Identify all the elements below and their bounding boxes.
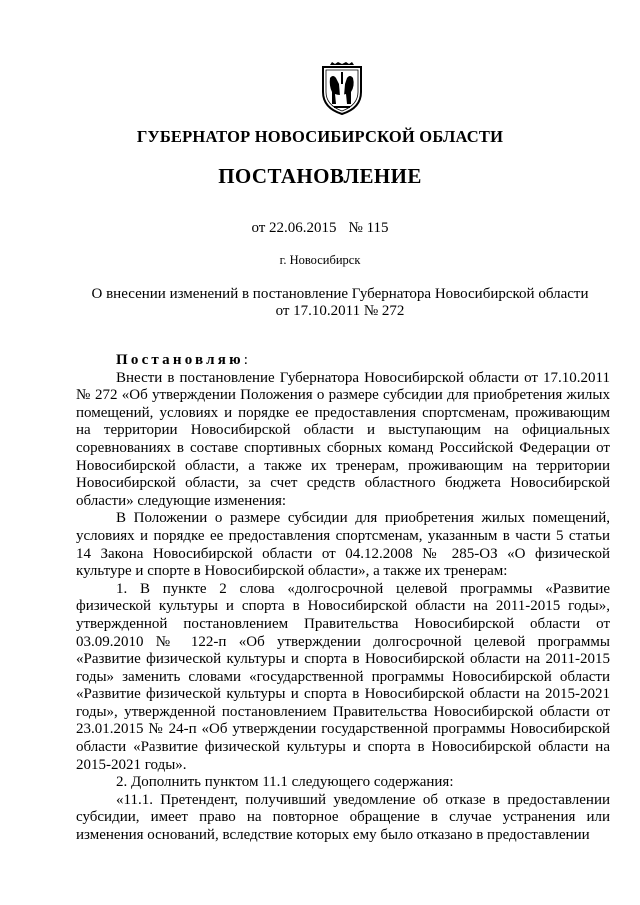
body-paragraph: «11.1. Претендент, получивший уведомление об отказе в предоставлении субсидии, имеет право на повторное обращение в случае устранения или изменения оснований, вследствие которых ему было отказано в предоставлении	[76, 791, 610, 844]
date-number-line	[0, 220, 640, 237]
coat-of-arms-icon	[320, 62, 364, 116]
city-name: г. Новосибирск	[279, 253, 361, 267]
body-paragraph: 2. Дополнить пунктом 11.1 следующего содержания:	[116, 774, 454, 791]
document-subject	[70, 286, 610, 320]
resolve-heading	[76, 352, 610, 370]
subject-line-1: О внесении изменений в постановление Губернатора Новосибирской области	[91, 286, 589, 302]
document-type-title: ПОСТАНОВЛЕНИЕ	[218, 164, 422, 188]
body-paragraph: В Положении о размере субсидии для приобретения жилых помещений, условиях и порядке ее предоставления спортсменам, указанным в части 5 статьи 14 Закона Новосибирской области от 04.12.2008 № 285-ОЗ «О физической культуре и спорте в Новосибирской области», а также их тренерам:	[76, 510, 610, 580]
document-body	[76, 352, 610, 845]
body-paragraph: Внести в постановление Губернатора Новосибирской области от 17.10.2011 № 272 «Об утверждении Положения о размере субсидии для приобретения жилых помещений, условиях и порядке ее предоставления спортсменам, проживающим на территории Новосибирской области и выступающим на официальных соревнованиях в составе спортивных сборных команд Российской Федерации от Новосибирской области, а также их тренерам, проживающим на территории Новосибирской области, за счет средств областного бюджета Новосибирской области» следующие изменения:	[76, 369, 610, 509]
document-date: от 22.06.2015	[251, 220, 337, 236]
document-number: № 115	[348, 220, 389, 236]
issuer-title: ГУБЕРНАТОР НОВОСИБИРСКОЙ ОБЛАСТИ	[136, 127, 504, 146]
body-paragraph: 1. В пункте 2 слова «долгосрочной целевой программы «Развитие физической культуры и спорта в Новосибирской области на 2011-2015 годы», утвержденной постановлением Правительства Новосибирской области от 03.09.2010 № 122-п «Об утверждении долгосрочной целевой программы «Развитие физической культуры и спорта в Новосибирской области на 2011-2015 годы» заменить словами «государственной программы Новосибирской области «Развитие физической культуры и спорта в Новосибирской области на 2015-2021 годы», утвержденной постановлением Правительства Новосибирской области от 23.01.2015 № 24-п «Об утверждении государственной программы Новосибирской области «Развитие физической культуры и спорта в Новосибирской области на 2015-2021 годы».	[76, 580, 610, 773]
resolve-word: Постановляю	[116, 352, 244, 368]
resolve-colon: :	[243, 352, 248, 368]
subject-line-2: от 17.10.2011 № 272	[275, 303, 405, 319]
